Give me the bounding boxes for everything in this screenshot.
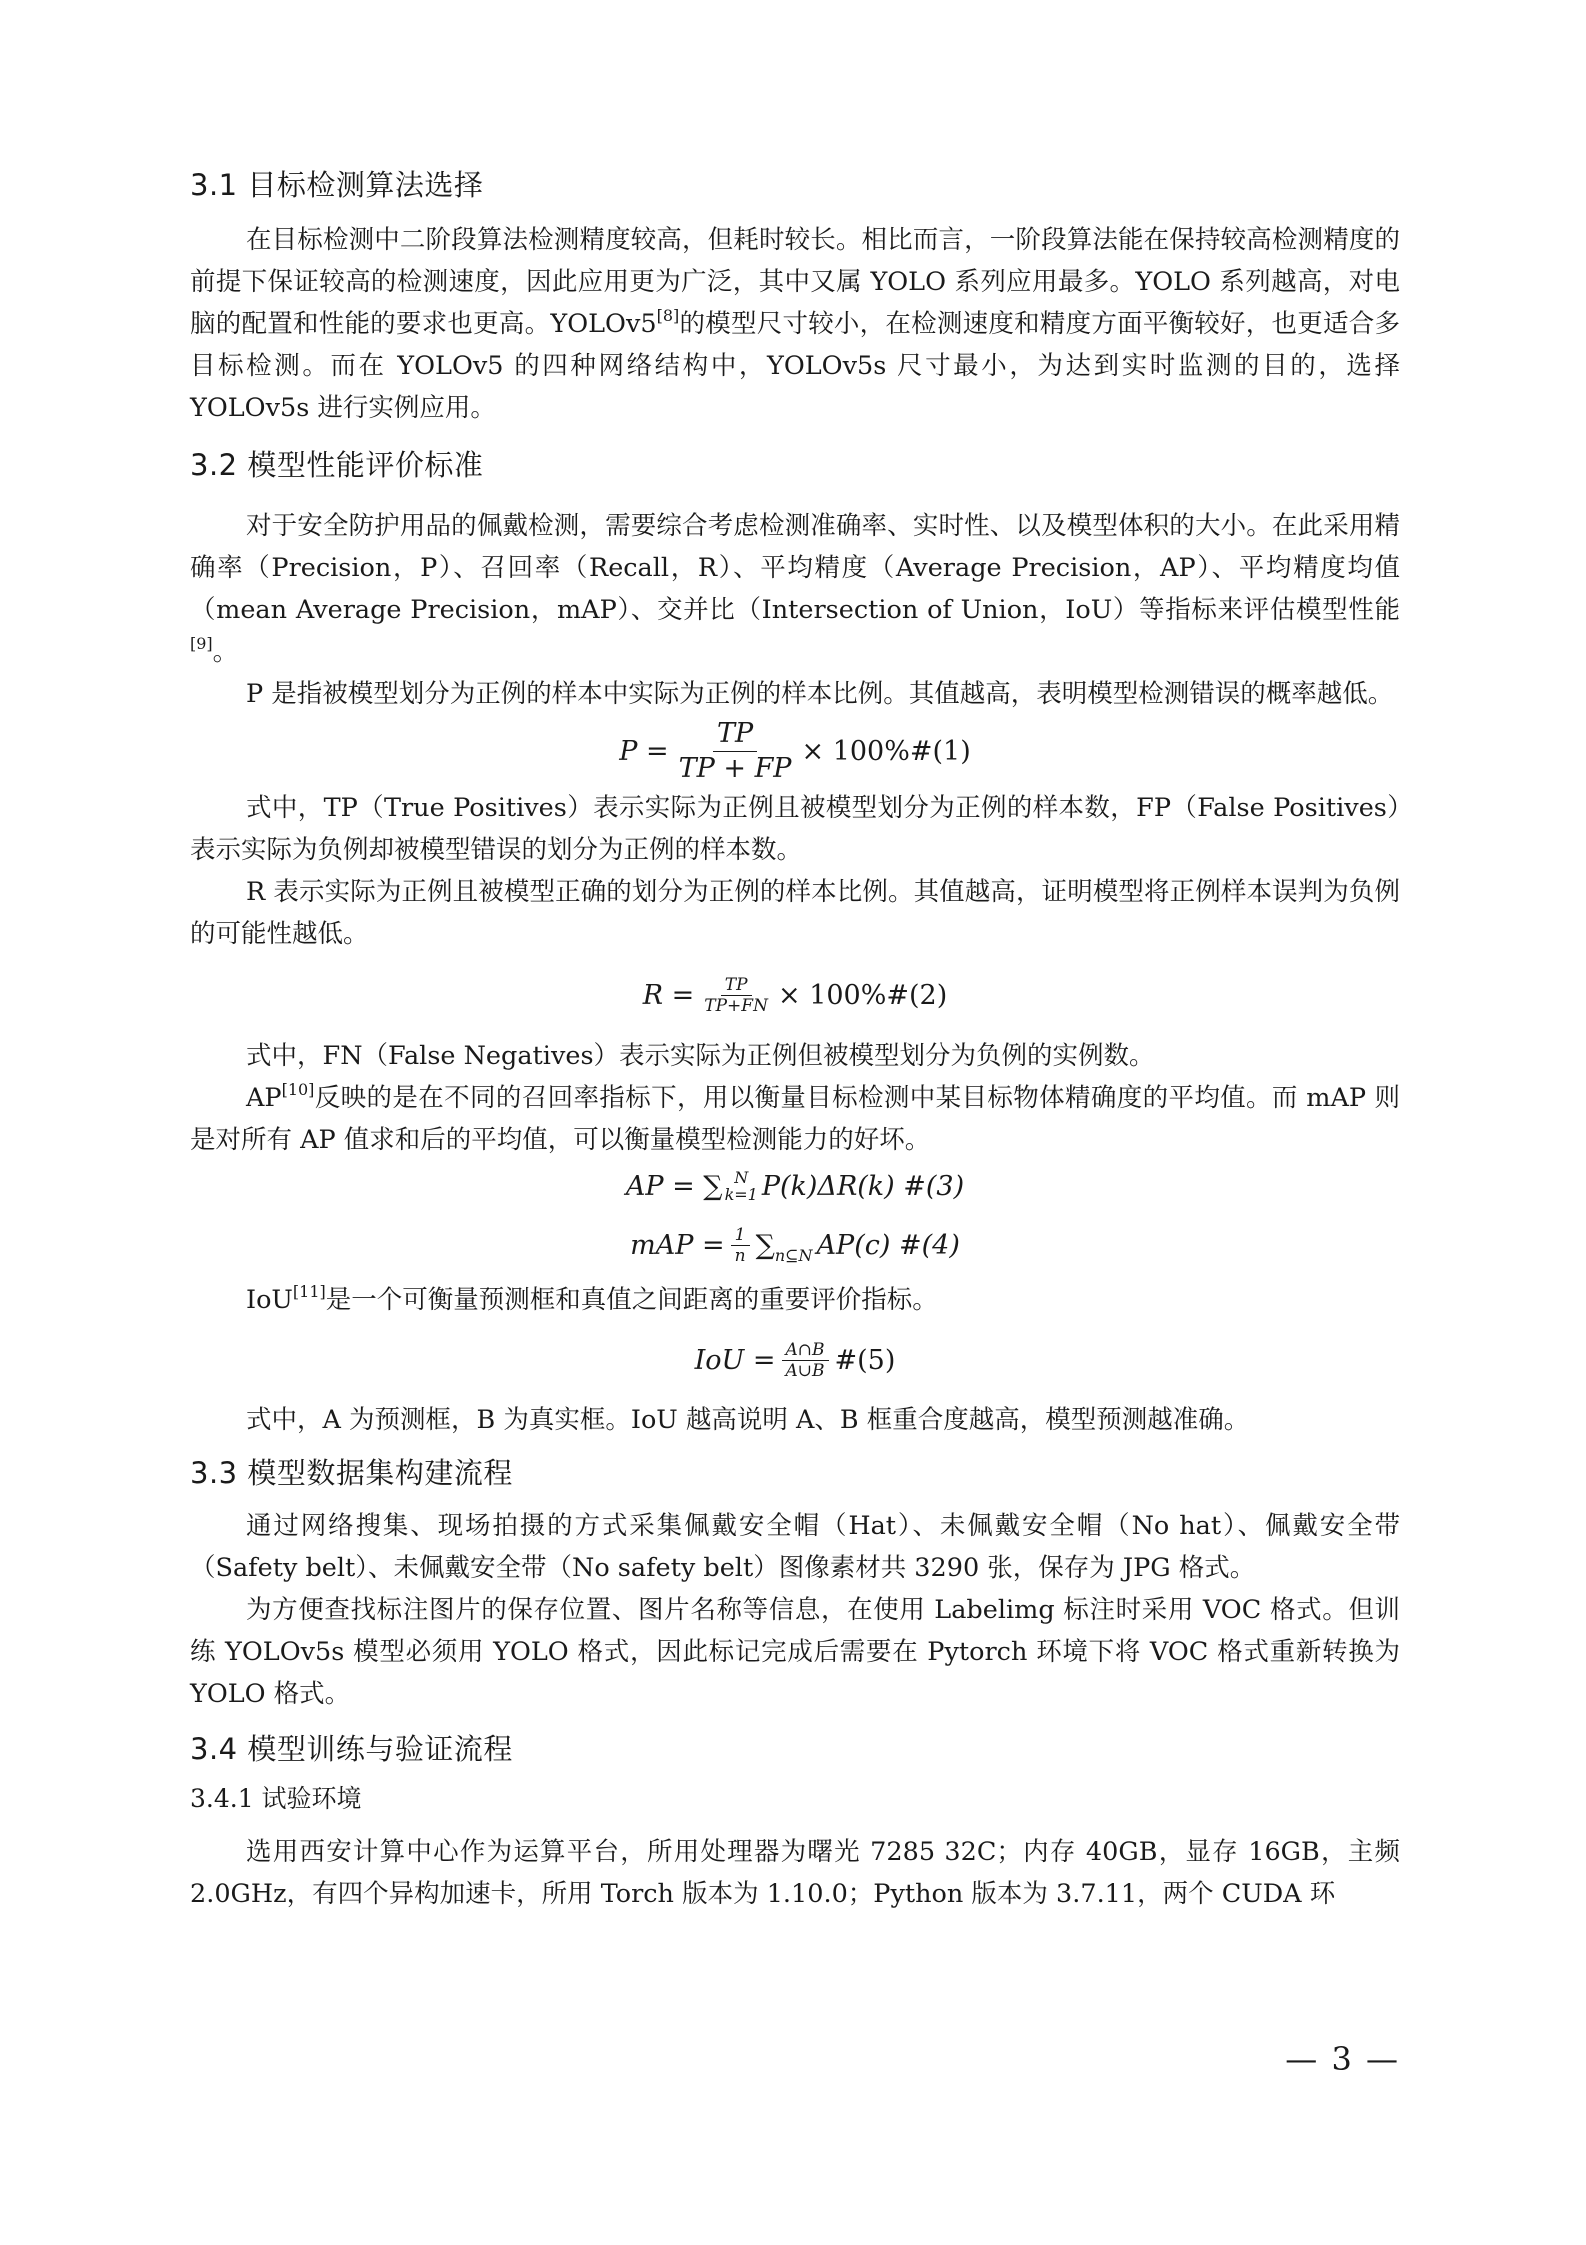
paragraph-text: 。 [212, 637, 239, 667]
paragraph-ap-def [190, 1077, 1400, 1161]
eq-lhs: R = [642, 979, 695, 1011]
eq-lhs: P = [619, 735, 669, 767]
paragraph-environment: 选用西安计算中心作为运算平台，所用处理器为曙光 7285 32C；内存 40GB，显存 16GB，主频 2.0GHz，有四个异构加速卡，所用 Torch 版本为 1.10.0；Python 版本为 3.7.11，两个 CUDA 环 [190, 1837, 1400, 1909]
section-heading-3-1: 3.1 目标检测算法选择 [190, 168, 484, 202]
eq-fraction [731, 1225, 750, 1266]
paragraph-iou-explain: 式中，A 为预测框，B 为真实框。IoU 越高说明 A、B 框重合度越高，模型预测越准确。 [246, 1405, 1250, 1435]
eq-numerator: TP [713, 717, 757, 752]
paragraph-3-1 [190, 219, 1400, 429]
eq-rhs: × 100%#(2) [777, 979, 948, 1011]
paragraph-3-2-intro [190, 505, 1400, 673]
eq-fraction [782, 1340, 829, 1381]
paragraph-text: 在目标检测中二阶段算法检测精度较高，但耗时较长。相比而言，一阶段算法能在保持较高检测精度的前提下保证较高的检测速度，因此应用更为广泛，其中又属 YOLO 系列应用最多。YOLO 系列越高，对电脑的配置和性能的要求也更高。YOLOv5 [190, 225, 1400, 339]
eq-fraction [700, 975, 772, 1016]
eq-denominator: n [734, 1245, 746, 1266]
paragraph-iou-def [190, 1279, 1400, 1321]
citation-ref: [10] [281, 1079, 315, 1099]
paragraph-text: 对于安全防护用品的佩戴检测，需要综合考虑检测准确率、实时性、以及模型体积的大小。在此采用精确率（Precision，P）、召回率（Recall，R）、平均精度（Average Precision，AP）、平均精度均值（mean Average Precision，mAP）、交并比（Intersection of Union，IoU）等指标来评估模型性能 [190, 511, 1400, 625]
eq-rhs: AP(c) #(4) [816, 1229, 960, 1261]
equation-2 [190, 955, 1400, 1035]
paragraph-text: 反映的是在不同的召回率指标下，用以衡量目标检测中某目标物体精确度的平均值。而 mAP 则是对所有 AP 值求和后的平均值，可以衡量模型检测能力的好坏。 [190, 1083, 1400, 1155]
eq-rhs: × 100%#(1) [801, 735, 971, 767]
citation-ref: [8] [656, 305, 680, 325]
eq-numerator: TP [721, 975, 752, 996]
eq-sum-upper: N [734, 1168, 749, 1187]
paragraph-dataset-collect: 通过网络搜集、现场拍摄的方式采集佩戴安全帽（Hat）、未佩戴安全帽（No hat）、佩戴安全带（Safety belt）、未佩戴安全带（No safety belt）图像素材共 3290 张，保存为 JPG 格式。 [190, 1511, 1400, 1583]
eq-lhs: mAP = [630, 1229, 725, 1261]
eq-rhs: #(5) [834, 1344, 896, 1376]
paragraph-text: 的模型尺寸较小，在检测速度和精度方面平衡较好，也更适合多目标检测。而在 YOLOv5 的四种网络结构中，YOLOv5s 尺寸最小，为达到实时监测的目的，选择 YOLOv5s 进行实例应用。 [190, 309, 1400, 423]
eq-lhs: IoU = [694, 1344, 776, 1376]
paper-page [190, 165, 1400, 1915]
paragraph-recall-def: R 表示实际为正例且被模型正确的划分为正例的样本比例。其值越高，证明模型将正例样本误判为负例的可能性越低。 [190, 877, 1400, 949]
paragraph-text: 是一个可衡量预测框和真值之间距离的重要评价指标。 [325, 1285, 938, 1315]
equation-1 [190, 715, 1400, 787]
eq-rhs: P(k)ΔR(k) #(3) [761, 1170, 965, 1202]
equation-3 [190, 1161, 1400, 1211]
eq-numerator: 1 [731, 1225, 750, 1246]
eq-denominator: A∪B [785, 1360, 825, 1381]
eq-denominator: TP + FP [678, 752, 792, 784]
page-number: — 3 — [1285, 2040, 1400, 2078]
citation-ref: [11] [292, 1281, 326, 1301]
paragraph-dataset-format: 为方便查找标注图片的保存位置、图片名称等信息，在使用 Labelimg 标注时采用 VOC 格式。但训练 YOLOv5s 模型必须用 YOLO 格式，因此标记完成后需要在 Pytorch 环境下将 VOC 格式重新转换为 YOLO 格式。 [190, 1595, 1400, 1709]
paragraph-tp-fp: 式中，TP（True Positives）表示实际为正例且被模型划分为正例的样本数，FP（False Positives）表示实际为负例却被模型错误的划分为正例的样本数。 [190, 793, 1400, 865]
paragraph-precision-def: P 是指被模型划分为正例的样本中实际为正例的样本比例。其值越高，表明模型检测错误的概率越低。 [246, 679, 1394, 709]
equation-4 [190, 1211, 1400, 1279]
eq-sum-limits [725, 1169, 758, 1203]
eq-sum-symbol: ∑ [755, 1229, 775, 1261]
subsection-heading-3-4-1: 3.4.1 试验环境 [190, 1784, 362, 1813]
eq-sum-lower: n⊆N [774, 1245, 813, 1265]
eq-sum-lower: k=1 [724, 1185, 758, 1204]
paragraph-fn: 式中，FN（False Negatives）表示实际为正例但被模型划分为负例的实例数。 [246, 1041, 1155, 1071]
eq-lhs: AP = ∑ [625, 1170, 723, 1202]
section-heading-3-2: 3.2 模型性能评价标准 [190, 448, 484, 482]
citation-ref: [9] [190, 633, 213, 653]
eq-numerator: A∩B [782, 1340, 829, 1361]
section-heading-3-4: 3.4 模型训练与验证流程 [190, 1732, 513, 1766]
eq-fraction [675, 717, 796, 786]
eq-denominator: TP+FN [704, 995, 768, 1016]
paragraph-text: AP [246, 1083, 282, 1113]
paragraph-text: IoU [246, 1285, 293, 1315]
equation-5 [190, 1321, 1400, 1399]
section-heading-3-3: 3.3 模型数据集构建流程 [190, 1456, 513, 1490]
